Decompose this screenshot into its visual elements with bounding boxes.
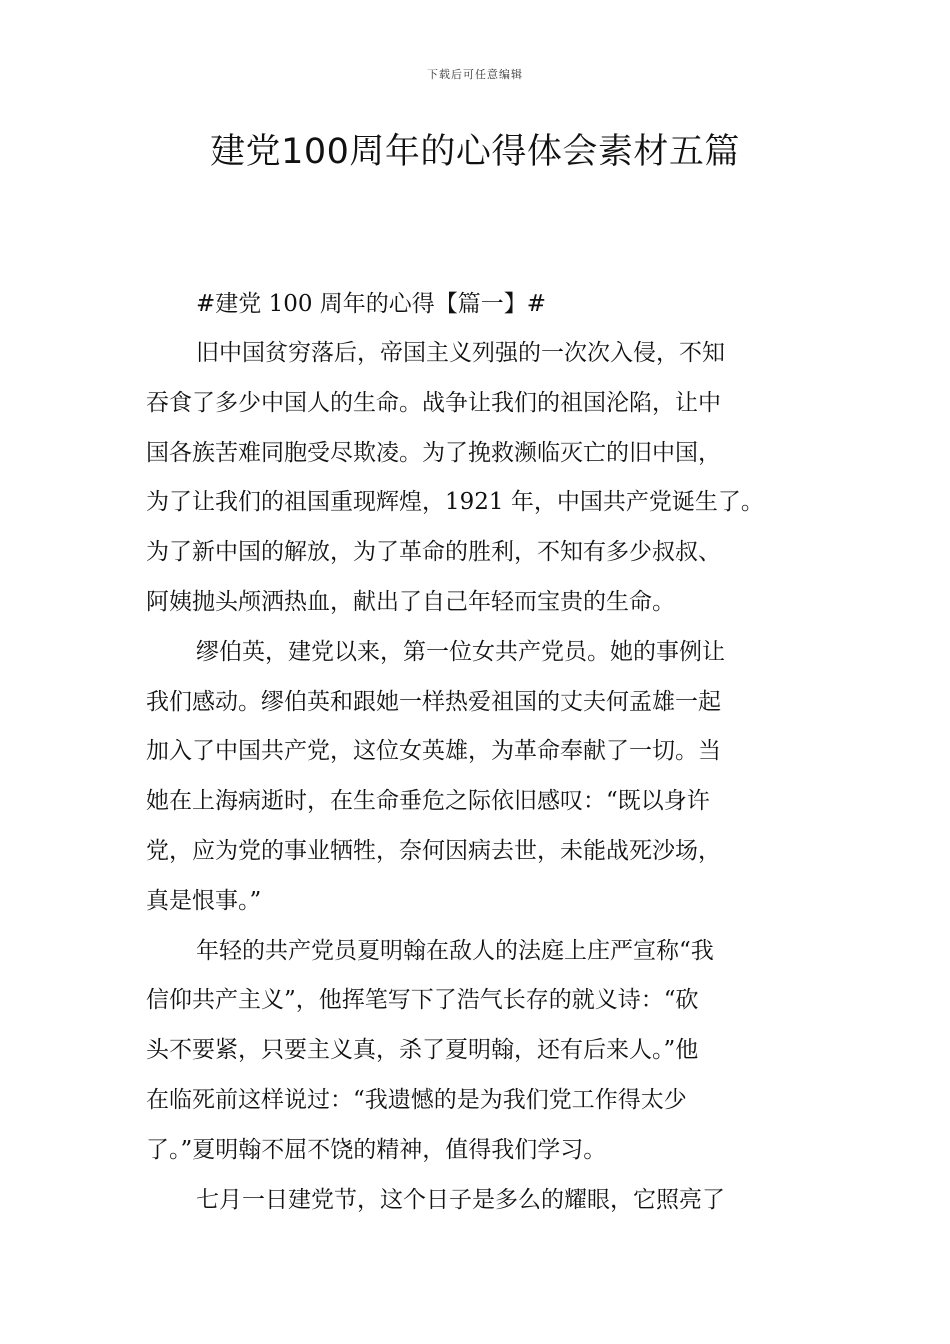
text-line: 吞食了多少中国人的生命。战争让我们的祖国沦陷，让中 xyxy=(146,389,721,416)
text-line: 为了新中国的解放，为了革命的胜利，不知有多少叔叔、 xyxy=(146,539,721,566)
text-line: 七月一日建党节，这个日子是多么的耀眼，它照亮了 xyxy=(196,1186,725,1213)
paragraph-3 xyxy=(146,927,808,1176)
text-line: 旧中国贫穷落后，帝国主义列强的一次次入侵，不知 xyxy=(196,340,725,366)
document-body xyxy=(146,280,808,1225)
text-line: 党，应为党的事业牺牲，奈何因病去世，未能战死沙场， xyxy=(146,837,721,864)
text-line: 了。”夏明翰不屈不饶的精神，值得我们学习。 xyxy=(146,1136,607,1163)
text-line: 头不要紧，只要主义真，杀了夏明翰，还有后来人。”他 xyxy=(146,1037,699,1064)
header-note: 下载后可任意编辑 xyxy=(427,68,523,81)
text-line: 国各族苦难同胞受尽欺凌。为了挽救濒临灭亡的旧中国， xyxy=(146,439,721,466)
paragraph-2 xyxy=(146,628,808,927)
text-line: 年轻的共产党员夏明翰在敌人的法庭上庄严宣称“我 xyxy=(196,937,714,964)
text-line: 她在上海病逝时，在生命垂危之际依旧感叹：“既以身许 xyxy=(146,788,710,815)
section-heading: #建党 100 周年的心得【篇一】# xyxy=(196,291,547,317)
text-line: 阿姨抛头颅洒热血，献出了自己年轻而宝贵的生命。 xyxy=(146,588,675,615)
text-line: 在临死前这样说过：“我遗憾的是为我们党工作得太少 xyxy=(146,1086,687,1113)
text-line: 信仰共产主义”，他挥笔写下了浩气长存的就义诗：“砍 xyxy=(146,987,699,1014)
text-line: 加入了中国共产党，这位女英雄，为革命奉献了一切。当 xyxy=(146,738,721,765)
text-line: 缪伯英，建党以来，第一位女共产党员。她的事例让 xyxy=(196,638,725,665)
text-line: 我们感动。缪伯英和跟她一样热爱祖国的丈夫何孟雄一起 xyxy=(146,688,721,715)
paragraph-1 xyxy=(146,329,808,628)
paragraph-4 xyxy=(146,1176,808,1226)
text-line: 为了让我们的祖国重现辉煌，1921 年，中国共产党诞生了。 xyxy=(146,489,764,516)
text-line: 真是恨事。” xyxy=(146,887,262,914)
document-title: 建党100周年的心得体会素材五篇 xyxy=(210,132,740,172)
